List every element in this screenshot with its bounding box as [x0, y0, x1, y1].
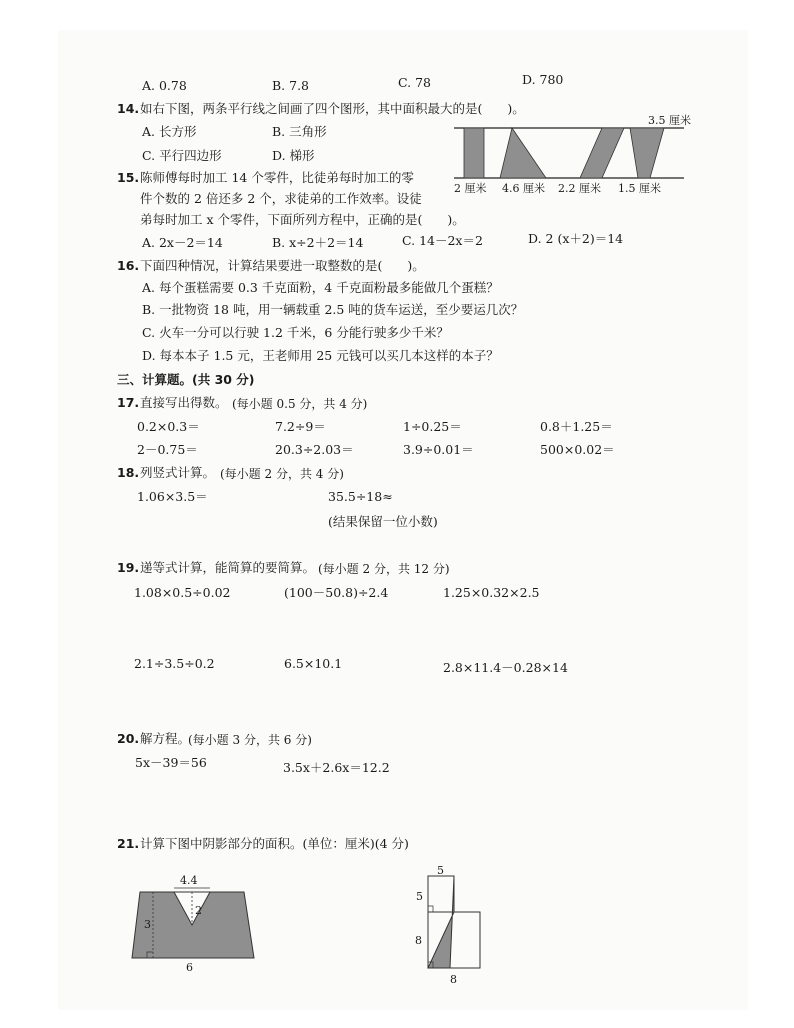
q14-figure	[452, 112, 696, 198]
q17-number: 17.	[117, 395, 140, 410]
q14-option-a: A. 长方形	[142, 124, 197, 139]
q21-fig1-top-label: 4.4	[180, 874, 198, 887]
q21-question: 计算下图中阴影部分的面积。(单位：厘米)(4 分)	[140, 836, 409, 851]
q14-rectangle	[464, 128, 484, 178]
q16-option-b: B. 一批物资 18 吨，用一辆载重 2.5 吨的货车运送，至少要运几次？	[142, 302, 524, 317]
q19-number: 19.	[117, 560, 140, 575]
q19-item-1: 1.08×0.5÷0.02	[134, 585, 231, 600]
section-3-title: 三、计算题。(共 30 分)	[117, 372, 255, 387]
q17-item-7: 3.9÷0.01＝	[403, 442, 474, 457]
q19-item-4: 2.1÷3.5÷0.2	[134, 656, 215, 671]
q21-fig1-left-label: 3	[144, 918, 151, 931]
q21-fig2-bottom-label: 8	[450, 973, 457, 986]
q20-question: 解方程。	[140, 731, 191, 746]
q14-option-c: C. 平行四边形	[142, 148, 222, 163]
q14-question: 如右下图，两条平行线之间画了四个图形，其中面积最大的是( )。	[140, 101, 525, 116]
q16-number: 16.	[117, 258, 140, 273]
q18-number: 18.	[117, 465, 140, 480]
q15-option-a: A. 2x－2＝14	[142, 235, 223, 250]
q13-option-d: D. 780	[522, 72, 564, 87]
q21-figure-2	[410, 864, 484, 988]
q17-item-2: 7.2÷9＝	[275, 419, 326, 434]
q14-label-rect: 2 厘米	[454, 182, 487, 195]
q15-option-c: C. 14－2x＝2	[402, 233, 483, 248]
q16-option-d: D. 每本本子 1.5 元，王老师用 25 元钱可以买几本这样的本子？	[142, 348, 499, 363]
q13-option-a: A. 0.78	[142, 78, 187, 93]
q15-option-b: B. x÷2＋2＝14	[272, 235, 364, 250]
q21-fig2-left1-label: 5	[416, 890, 423, 903]
q20-item-2: 3.5x＋2.6x＝12.2	[283, 760, 390, 775]
q19-item-5: 6.5×10.1	[284, 656, 343, 671]
q18-item-1: 1.06×3.5＝	[137, 489, 208, 504]
q19-item-6: 2.8×11.4－0.28×14	[443, 660, 568, 675]
q17-item-8: 500×0.02＝	[540, 442, 615, 457]
q21-fig2-top-label: 5	[437, 864, 444, 877]
q17-item-4: 0.8＋1.25＝	[540, 419, 613, 434]
q17-score-note: (每小题 0.5 分，共 4 分)	[232, 397, 368, 411]
q21-fig2-shaded-region	[428, 876, 454, 968]
q21-number: 21.	[117, 836, 140, 851]
q14-label-trap: 1.5 厘米	[618, 182, 661, 195]
q19-question: 递等式计算，能简算的要简算。	[140, 560, 316, 575]
q14-trapezoid	[630, 128, 664, 178]
q14-label-tri: 4.6 厘米	[502, 182, 545, 195]
q15-number: 15.	[117, 170, 140, 185]
q17-item-6: 20.3÷2.03＝	[275, 442, 354, 457]
q14-label-para: 2.2 厘米	[558, 182, 601, 195]
q21-fig1-bottom-label: 6	[186, 961, 193, 974]
q20-score-note: (每小题 3 分，共 6 分)	[188, 733, 312, 747]
q19-item-3: 1.25×0.32×2.5	[443, 585, 540, 600]
q21-figure-1	[122, 870, 262, 976]
q14-label-top: 3.5 厘米	[648, 114, 691, 127]
q16-option-c: C. 火车一分可以行驶 1.2 千米，6 分能行驶多少千米？	[142, 325, 449, 340]
q15-option-d: D. 2 (x＋2)＝14	[528, 231, 624, 246]
q13-option-b: B. 7.8	[272, 78, 310, 93]
q15-line-3: 弟每时加工 x 个零件，下面所列方程中，正确的是( )。	[140, 212, 465, 227]
q16-option-a: A. 每个蛋糕需要 0.3 千克面粉，4 千克面粉最多能做几个蛋糕？	[142, 280, 499, 295]
q21-fig2-left2-label: 8	[415, 934, 422, 947]
q14-option-b: B. 三角形	[272, 124, 327, 139]
q21-fig1-mid-label: 2	[195, 904, 202, 917]
q17-question: 直接写出得数。	[140, 395, 228, 410]
q19-item-2: (100－50.8)÷2.4	[284, 585, 389, 600]
q17-item-3: 1÷0.25＝	[403, 419, 462, 434]
q19-score-note: (每小题 2 分，共 12 分)	[318, 562, 450, 576]
q18-question: 列竖式计算。	[140, 465, 216, 480]
q15-line-1: 陈师傅每时加工 14 个零件，比徒弟每时加工的零	[140, 170, 414, 185]
q18-score-note: (每小题 2 分，共 4 分)	[220, 467, 344, 481]
q17-item-1: 0.2×0.3＝	[137, 419, 200, 434]
q18-rounding-hint: (结果保留一位小数)	[328, 514, 438, 529]
q14-option-d: D. 梯形	[272, 148, 315, 163]
q13-option-c: C. 78	[398, 75, 431, 90]
q20-item-1: 5x－39＝56	[135, 755, 207, 770]
q14-triangle	[500, 128, 546, 178]
q15-line-2: 件个数的 2 倍还多 2 个，求徒弟的工作效率。设徒	[140, 191, 422, 206]
q14-parallelogram	[580, 128, 624, 178]
q18-item-2: 35.5÷18≈	[328, 489, 393, 504]
q20-number: 20.	[117, 731, 140, 746]
q14-number: 14.	[117, 101, 140, 116]
q17-item-5: 2－0.75＝	[137, 442, 198, 457]
q16-question: 下面四种情况，计算结果要进一取整数的是( )。	[140, 258, 425, 273]
